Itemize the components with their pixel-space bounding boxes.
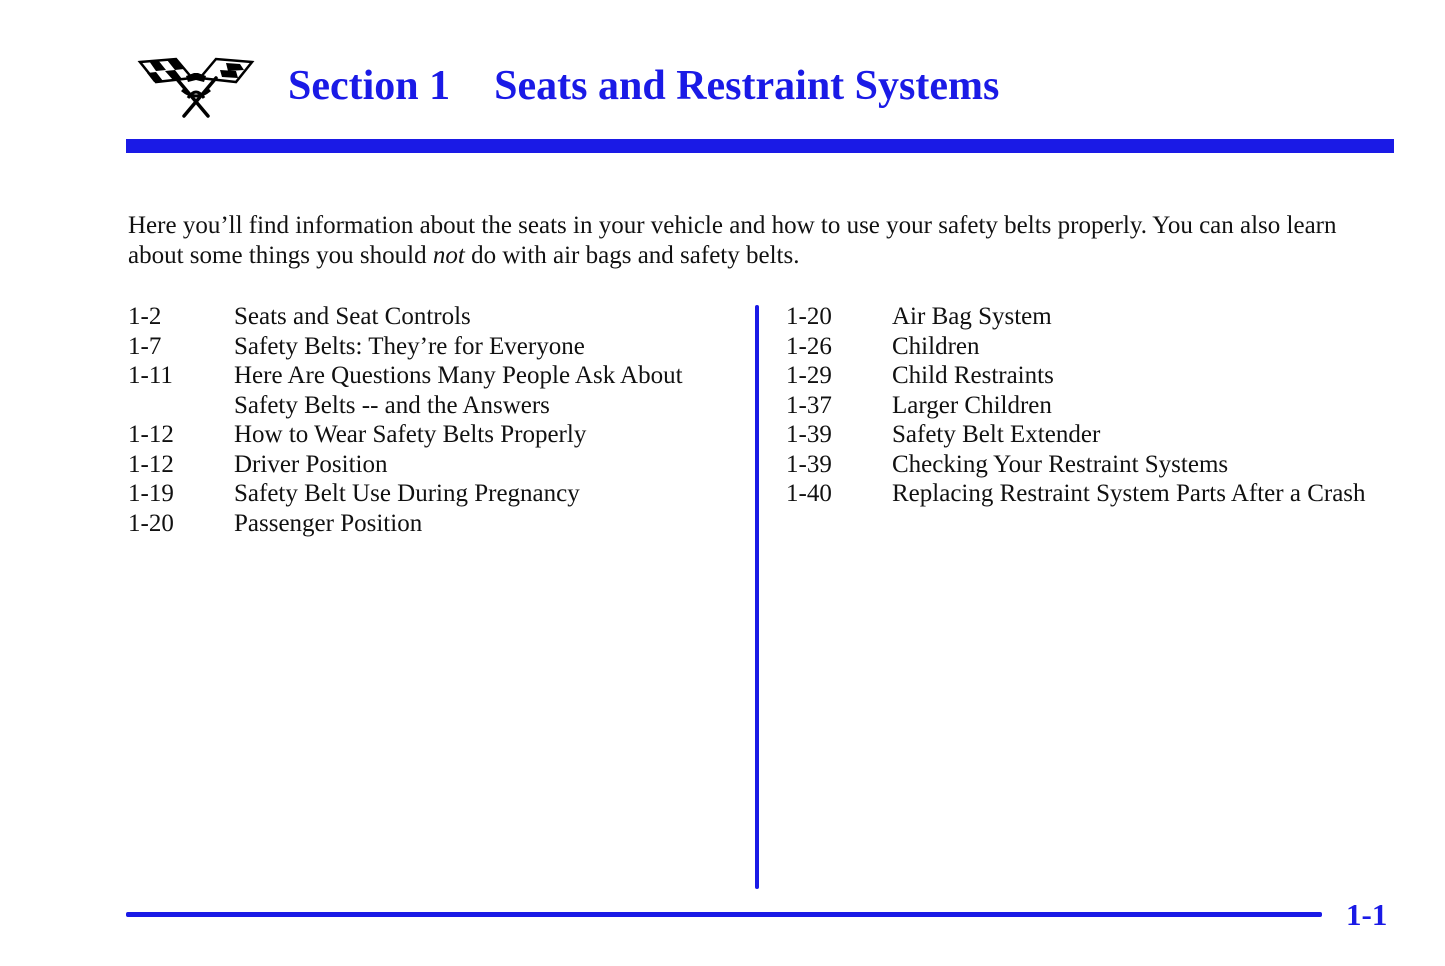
intro-paragraph: Here you’ll find information about the seats in your vehicle and how to use your safety belts properly. You can also learn about some things you should not do with air bags and safety belts. bbox=[128, 212, 1337, 269]
crossed-flags-emblem-icon bbox=[136, 56, 256, 118]
intro-emphasis: not bbox=[432, 242, 465, 269]
section-label: Section 1 bbox=[288, 63, 451, 109]
toc-page: 1-20 bbox=[128, 509, 174, 537]
toc-page: 1-11 bbox=[128, 362, 173, 389]
toc-left-column bbox=[128, 302, 738, 538]
toc-title: Replacing Restraint System Parts After a Crash bbox=[892, 480, 1366, 507]
toc-page: 1-12 bbox=[128, 450, 174, 478]
toc-entry[interactable] bbox=[786, 479, 1406, 509]
toc-title: Larger Children bbox=[892, 391, 1052, 419]
page-number: 1-1 bbox=[1346, 897, 1388, 932]
toc-entry[interactable] bbox=[786, 332, 1406, 362]
toc-entry[interactable] bbox=[128, 332, 738, 362]
toc-title: Here Are Questions Many People Ask About Safety Belts -- and the Answers bbox=[234, 362, 683, 419]
toc-page: 1-37 bbox=[786, 391, 832, 419]
header-rule bbox=[126, 139, 1394, 153]
toc-entry[interactable] bbox=[128, 509, 738, 539]
toc-entry[interactable] bbox=[128, 450, 738, 480]
toc-entry[interactable] bbox=[786, 302, 1406, 332]
toc-page: 1-12 bbox=[128, 421, 174, 448]
toc-page: 1-39 bbox=[786, 450, 832, 478]
toc-title: Seats and Seat Controls bbox=[234, 303, 471, 330]
toc-title: How to Wear Safety Belts Properly bbox=[234, 421, 587, 448]
toc-title: Driver Position bbox=[234, 450, 388, 478]
toc-entry[interactable] bbox=[128, 361, 738, 420]
page-title bbox=[288, 60, 999, 112]
toc-title: Child Restraints bbox=[892, 362, 1054, 389]
toc-page: 1-2 bbox=[128, 303, 162, 330]
toc-entry[interactable] bbox=[128, 302, 738, 332]
toc-page: 1-40 bbox=[786, 480, 832, 507]
toc-page: 1-19 bbox=[128, 480, 174, 507]
toc-entry[interactable] bbox=[786, 420, 1406, 450]
toc-page: 1-26 bbox=[786, 332, 832, 360]
column-divider bbox=[755, 305, 759, 889]
toc-entry[interactable] bbox=[786, 450, 1406, 480]
toc-title: Passenger Position bbox=[234, 509, 423, 537]
toc-right-column bbox=[786, 302, 1406, 509]
section-title: Seats and Restraint Systems bbox=[494, 63, 1000, 109]
footer-rule bbox=[126, 912, 1322, 917]
toc-title: Checking Your Restraint Systems bbox=[892, 450, 1229, 478]
toc-title: Air Bag System bbox=[892, 303, 1052, 330]
toc-title: Children bbox=[892, 332, 980, 360]
toc-title: Safety Belt Extender bbox=[892, 421, 1101, 448]
toc-page: 1-7 bbox=[128, 332, 162, 360]
toc-page: 1-20 bbox=[786, 303, 832, 330]
toc-entry[interactable] bbox=[128, 479, 738, 509]
toc-entry[interactable] bbox=[128, 420, 738, 450]
toc-title: Safety Belts: They’re for Everyone bbox=[234, 332, 585, 360]
toc-page: 1-39 bbox=[786, 421, 832, 448]
toc-entry[interactable] bbox=[786, 361, 1406, 391]
toc-entry[interactable] bbox=[786, 391, 1406, 421]
toc-title: Safety Belt Use During Pregnancy bbox=[234, 480, 580, 507]
toc-page: 1-29 bbox=[786, 362, 832, 389]
